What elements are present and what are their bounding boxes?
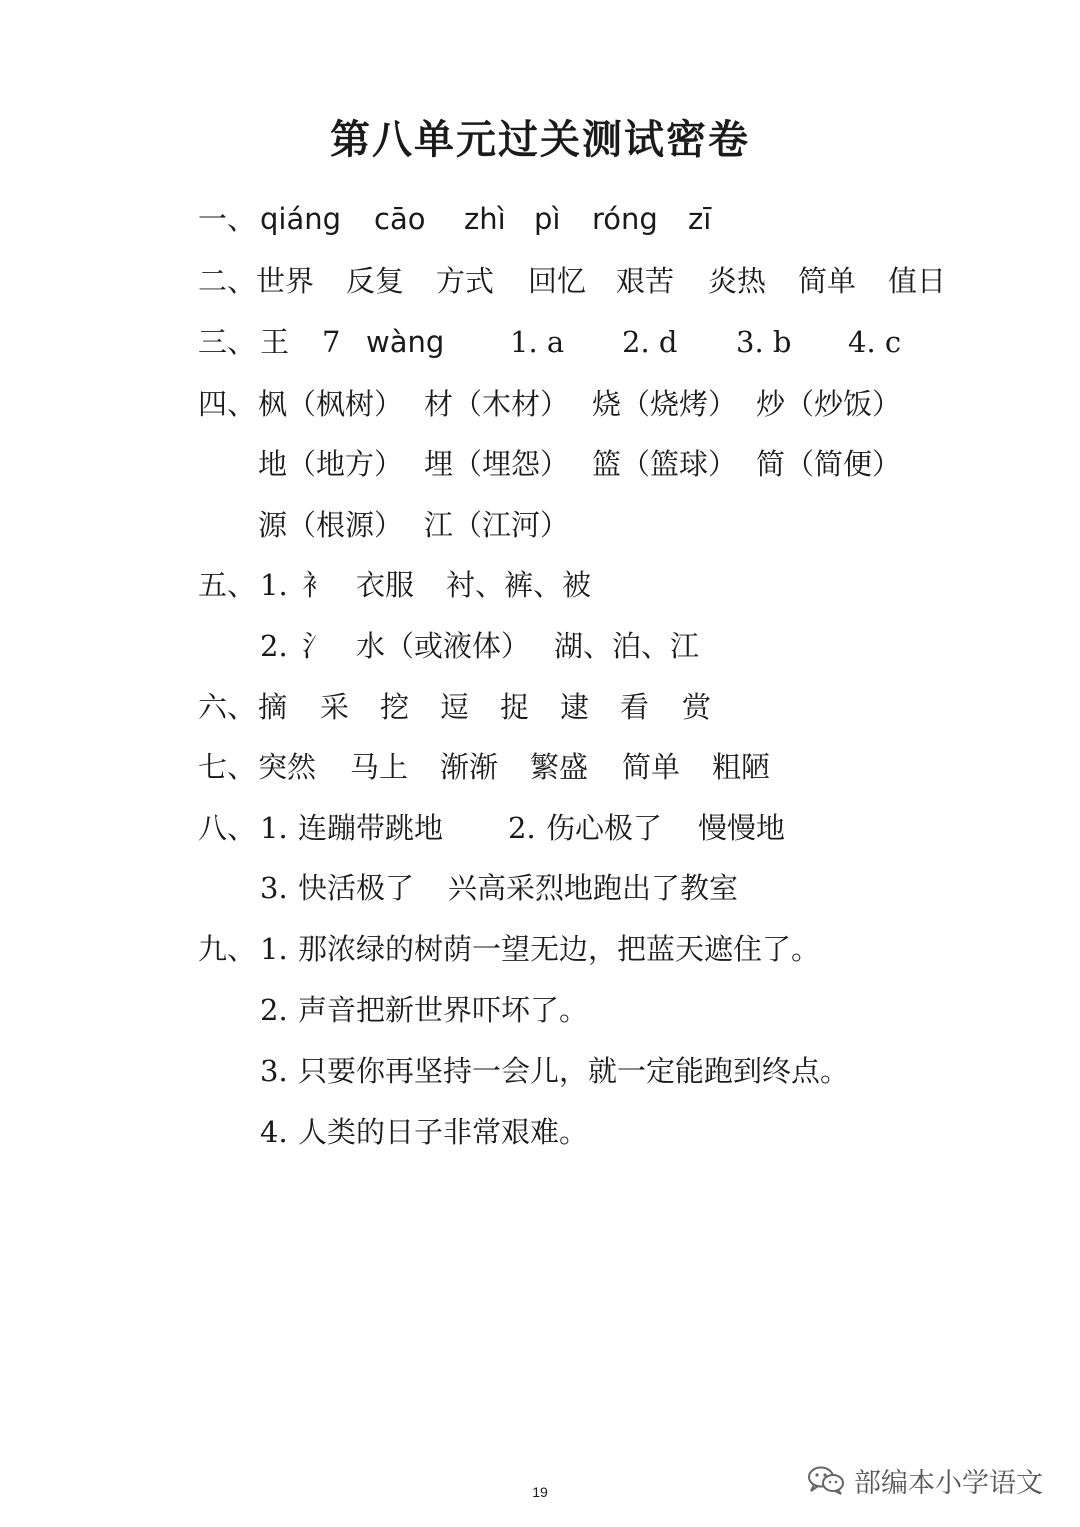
answer-q3 bbox=[198, 320, 958, 364]
answer-q4-row-3 bbox=[198, 503, 958, 547]
answer-sentence: 那浓绿的树荫一望无边，把蓝天遮住了。 bbox=[298, 932, 821, 966]
answer-item: zhì bbox=[464, 202, 506, 236]
question-label: 七、 bbox=[198, 750, 257, 784]
item-number: 3. bbox=[260, 871, 288, 905]
answer-item: 7 bbox=[322, 325, 341, 359]
answer-item: pì bbox=[534, 202, 561, 236]
answer-q9-row-2 bbox=[198, 988, 958, 1032]
radical: 氵 bbox=[302, 629, 332, 663]
answer-item: 2. d bbox=[622, 325, 678, 359]
watermark-text: 部编本小学语文 bbox=[854, 1467, 1043, 1499]
question-label: 六、 bbox=[198, 690, 257, 724]
answer-item: 1. a bbox=[510, 325, 565, 359]
answer-sentence: 人类的日子非常艰难。 bbox=[298, 1115, 589, 1149]
answer-item: cāo bbox=[374, 202, 426, 236]
question-label: 八、 bbox=[198, 811, 257, 845]
item-number: 2. bbox=[260, 629, 288, 663]
answer-item: 炒（炒饭） bbox=[756, 387, 902, 421]
item-number: 3. bbox=[260, 1054, 288, 1088]
page-title: 第八单元过关测试密卷 bbox=[330, 117, 750, 163]
answer-item: 艰苦 bbox=[616, 264, 675, 298]
answer-item: 赏 bbox=[682, 690, 712, 724]
answer-item: 繁盛 bbox=[530, 750, 589, 784]
answer-item: 挖 bbox=[380, 690, 410, 724]
answer-item: 摘 bbox=[258, 690, 288, 724]
answer-item: 简单 bbox=[622, 750, 681, 784]
answer-item: 王 bbox=[260, 325, 290, 359]
answer-item: 逮 bbox=[560, 690, 590, 724]
answer-item: 地（地方） bbox=[258, 447, 404, 481]
wechat-icon bbox=[806, 1465, 846, 1495]
answer-item: 看 bbox=[620, 690, 650, 724]
answer-item: 源（根源） bbox=[258, 508, 404, 542]
answer-item: 江（江河） bbox=[424, 508, 570, 542]
answer-item: 水（或液体） bbox=[356, 629, 531, 663]
answer-item: 回忆 bbox=[528, 264, 587, 298]
answer-item: 渐渐 bbox=[440, 750, 499, 784]
answer-item: 埋（埋怨） bbox=[424, 447, 570, 481]
answer-item: 枫（枫树） bbox=[258, 387, 404, 421]
page-number: 19 bbox=[532, 1484, 548, 1500]
radical: 衤 bbox=[302, 568, 332, 602]
answer-q5-row-2 bbox=[198, 624, 958, 668]
answer-item: róng bbox=[592, 202, 658, 236]
answer-item: 值日 bbox=[888, 264, 947, 298]
answer-item: 马上 bbox=[350, 750, 409, 784]
watermark bbox=[806, 1460, 1043, 1500]
answer-item: 简（简便） bbox=[756, 447, 902, 481]
answer-item: 简单 bbox=[798, 264, 857, 298]
answer-item: 伤心极了 bbox=[546, 811, 663, 845]
answer-item: 方式 bbox=[436, 264, 495, 298]
answer-q2 bbox=[198, 259, 958, 303]
answer-q4-row-1 bbox=[198, 382, 958, 426]
question-label: 五、 bbox=[198, 568, 257, 602]
answer-item: 烧（烧烤） bbox=[592, 387, 738, 421]
answer-item: 兴高采烈地跑出了教室 bbox=[448, 871, 739, 905]
answer-q6 bbox=[198, 685, 958, 729]
item-number: 1. bbox=[260, 568, 288, 602]
answer-item: 慢慢地 bbox=[698, 811, 786, 845]
answer-q9-row-1 bbox=[198, 927, 958, 971]
answer-q1 bbox=[198, 197, 958, 241]
item-number: 1. bbox=[260, 811, 288, 845]
answer-item: 突然 bbox=[258, 750, 317, 784]
answer-q8-row-2 bbox=[198, 866, 958, 910]
answer-q8-row-1 bbox=[198, 806, 958, 850]
answer-sentence: 只要你再坚持一会儿，就一定能跑到终点。 bbox=[298, 1054, 850, 1088]
answer-item: 3. b bbox=[736, 325, 792, 359]
answer-q7 bbox=[198, 745, 958, 789]
answer-q4-row-2 bbox=[198, 442, 958, 486]
answer-item: 衬、裤、被 bbox=[446, 568, 592, 602]
answer-item: 湖、泊、江 bbox=[554, 629, 700, 663]
item-number: 4. bbox=[260, 1115, 288, 1149]
answer-item: 捉 bbox=[500, 690, 530, 724]
answer-item: 粗陋 bbox=[712, 750, 771, 784]
question-label: 一、 bbox=[198, 202, 257, 236]
item-number: 2. bbox=[508, 811, 536, 845]
answer-item: 连蹦带跳地 bbox=[298, 811, 444, 845]
question-label: 四、 bbox=[198, 387, 257, 421]
answer-item: 衣服 bbox=[356, 568, 415, 602]
question-label: 九、 bbox=[198, 932, 257, 966]
answer-item: 炎热 bbox=[708, 264, 767, 298]
answer-q5-row-1 bbox=[198, 563, 958, 607]
answer-item: zī bbox=[688, 202, 712, 236]
item-number: 1. bbox=[260, 932, 288, 966]
answer-item: qiáng bbox=[260, 202, 342, 236]
item-number: 2. bbox=[260, 993, 288, 1027]
answer-q9-row-3 bbox=[198, 1049, 958, 1093]
question-label: 二、 bbox=[198, 264, 257, 298]
answer-item: 世界 bbox=[256, 264, 315, 298]
answer-item: 采 bbox=[320, 690, 350, 724]
answer-item: 篮（篮球） bbox=[592, 447, 738, 481]
question-label: 三、 bbox=[198, 325, 257, 359]
answer-q9-row-4 bbox=[198, 1110, 958, 1154]
answer-item: 材（木材） bbox=[424, 387, 570, 421]
answer-item: 4. c bbox=[848, 325, 902, 359]
answer-item: 快活极了 bbox=[298, 871, 415, 905]
answer-item: 逗 bbox=[440, 690, 470, 724]
answer-sentence: 声音把新世界吓坏了。 bbox=[298, 993, 589, 1027]
answer-item: wàng bbox=[366, 325, 445, 359]
answer-item: 反复 bbox=[346, 264, 405, 298]
